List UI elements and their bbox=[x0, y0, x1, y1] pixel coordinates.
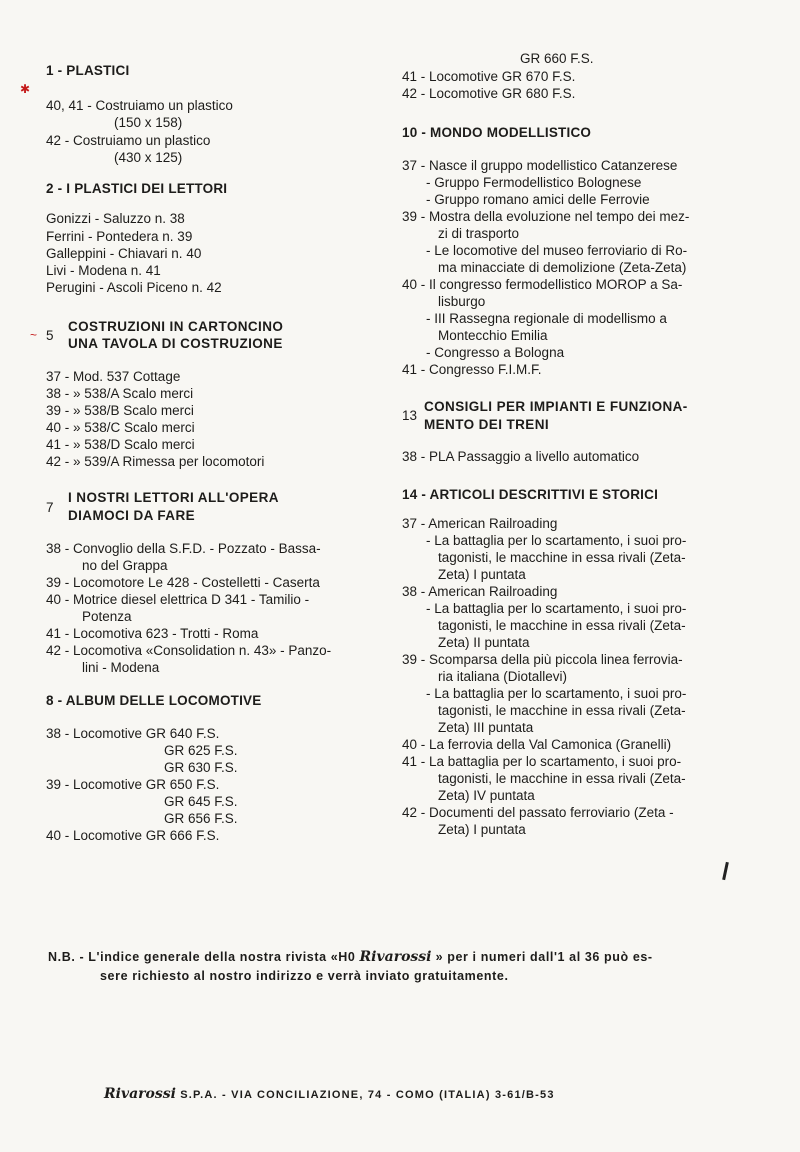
index-entry: GR 660 F.S. bbox=[520, 51, 594, 66]
index-entry: tagonisti, le macchine in essa rivali (Zeta- bbox=[438, 618, 686, 633]
section-heading: I NOSTRI LETTORI ALL'OPERA bbox=[68, 490, 279, 505]
index-entry: GR 645 F.S. bbox=[164, 794, 238, 809]
section-heading: DIAMOCI DA FARE bbox=[68, 508, 195, 523]
index-entry: tagonisti, le macchine in essa rivali (Zeta- bbox=[438, 771, 686, 786]
index-entry: (430 x 125) bbox=[114, 150, 183, 165]
footnote-brand-logo: Rivarossi bbox=[359, 949, 432, 965]
index-entry: 41 - » 538/D Scalo merci bbox=[46, 437, 195, 452]
section-number: 7 bbox=[46, 500, 54, 515]
index-entry: Zeta) IV puntata bbox=[438, 788, 535, 803]
index-entry: Montecchio Emilia bbox=[438, 328, 548, 343]
section-heading: 1 - PLASTICI bbox=[46, 63, 130, 78]
index-entry: GR 656 F.S. bbox=[164, 811, 238, 826]
index-entry: 41 - La battaglia per lo scartamento, i suoi pro- bbox=[402, 754, 682, 769]
index-entry: - Gruppo Fermodellistico Bolognese bbox=[426, 175, 642, 190]
footnote bbox=[48, 948, 758, 986]
index-entry: - Congresso a Bologna bbox=[426, 345, 565, 360]
section-heading: 2 - I PLASTICI DEI LETTORI bbox=[46, 181, 228, 196]
index-entry: - La battaglia per lo scartamento, i suoi pro- bbox=[426, 601, 687, 616]
section-heading: COSTRUZIONI IN CARTONCINO bbox=[68, 319, 284, 334]
index-entry: 41 - Locomotive GR 670 F.S. bbox=[402, 69, 576, 84]
index-entry: zi di trasporto bbox=[438, 226, 520, 241]
index-entry: Gonizzi - Saluzzo n. 38 bbox=[46, 211, 185, 226]
index-entry: tagonisti, le macchine in essa rivali (Zeta- bbox=[438, 703, 686, 718]
index-entry: 38 - American Railroading bbox=[402, 584, 558, 599]
red-mark: ✱ bbox=[20, 82, 31, 96]
footnote-suffix: » per i numeri dall'1 al 36 può es- bbox=[435, 950, 653, 964]
index-entry: 37 - American Railroading bbox=[402, 516, 558, 531]
section-number: 5 bbox=[46, 328, 54, 343]
footer bbox=[104, 1086, 555, 1102]
pen-stroke bbox=[722, 862, 729, 880]
index-entry: Zeta) I puntata bbox=[438, 822, 526, 837]
index-entry: - La battaglia per lo scartamento, i suoi pro- bbox=[426, 686, 687, 701]
index-entry: 38 - Locomotive GR 640 F.S. bbox=[46, 726, 220, 741]
index-entry: tagonisti, le macchine in essa rivali (Zeta- bbox=[438, 550, 686, 565]
footnote-prefix: N.B. - L'indice generale della nostra rivista «H0 bbox=[48, 950, 356, 964]
index-entry: GR 630 F.S. bbox=[164, 760, 238, 775]
index-entry: Zeta) II puntata bbox=[438, 635, 530, 650]
index-entry: 39 - Scomparsa della più piccola linea ferrovia- bbox=[402, 652, 683, 667]
index-entry: lini - Modena bbox=[82, 660, 160, 675]
section-heading: CONSIGLI PER IMPIANTI E FUNZIONA- bbox=[424, 399, 688, 414]
section-heading: MENTO DEI TRENI bbox=[424, 417, 550, 432]
index-entry: - Le locomotive del museo ferroviario di Ro- bbox=[426, 243, 688, 258]
index-entry: 38 - Convoglio della S.F.D. - Pozzato - Bassa- bbox=[46, 541, 321, 556]
index-entry: - III Rassegna regionale di modellismo a bbox=[426, 311, 667, 326]
index-entry: 38 - » 538/A Scalo merci bbox=[46, 386, 194, 401]
index-entry: 42 - Costruiamo un plastico bbox=[46, 133, 211, 148]
index-entry: Perugini - Ascoli Piceno n. 42 bbox=[46, 280, 222, 295]
index-entry: lisburgo bbox=[438, 294, 486, 309]
index-entry: 38 - PLA Passaggio a livello automatico bbox=[402, 449, 640, 464]
index-entry: 41 - Locomotiva 623 - Trotti - Roma bbox=[46, 626, 259, 641]
index-entry: 39 - Locomotive GR 650 F.S. bbox=[46, 777, 220, 792]
index-entry: Ferrini - Pontedera n. 39 bbox=[46, 229, 193, 244]
footnote-line2: sere richiesto al nostro indirizzo e verrà inviato gratuitamente. bbox=[100, 969, 509, 983]
index-entry: 37 - Nasce il gruppo modellistico Catanzerese bbox=[402, 158, 678, 173]
index-entry: no del Grappa bbox=[82, 558, 168, 573]
index-entry: 40 - Il congresso fermodellistico MOROP a Sa- bbox=[402, 277, 683, 292]
index-entry: 39 - » 538/B Scalo merci bbox=[46, 403, 194, 418]
index-entry: 39 - Locomotore Le 428 - Costelletti - Caserta bbox=[46, 575, 320, 590]
section-number: 13 bbox=[402, 408, 418, 423]
index-entry: ma minacciate di demolizione (Zeta-Zeta) bbox=[438, 260, 687, 275]
index-entry: ria italiana (Diotallevi) bbox=[438, 669, 568, 684]
red-mark: ~ bbox=[30, 328, 38, 342]
index-entry: Zeta) III puntata bbox=[438, 720, 534, 735]
section-heading: 8 - ALBUM DELLE LOCOMOTIVE bbox=[46, 693, 262, 708]
index-entry: 40 - Locomotive GR 666 F.S. bbox=[46, 828, 220, 843]
index-entry: 40 - Motrice diesel elettrica D 341 - Tamilio - bbox=[46, 592, 310, 607]
section-heading: UNA TAVOLA DI COSTRUZIONE bbox=[68, 336, 283, 351]
footer-brand-logo: Rivarossi bbox=[104, 1086, 176, 1102]
footer-address: S.P.A. - VIA CONCILIAZIONE, 74 - COMO (ITALIA) 3-61/B-53 bbox=[180, 1089, 555, 1101]
index-entry: 40 - » 538/C Scalo merci bbox=[46, 420, 195, 435]
index-entry: (150 x 158) bbox=[114, 115, 183, 130]
index-entry: Potenza bbox=[82, 609, 132, 624]
index-entry: 40, 41 - Costruiamo un plastico bbox=[46, 98, 233, 113]
index-entry: 41 - Congresso F.I.M.F. bbox=[402, 362, 542, 377]
index-entry: - Gruppo romano amici delle Ferrovie bbox=[426, 192, 650, 207]
index-entry: Zeta) I puntata bbox=[438, 567, 526, 582]
section-heading: 10 - MONDO MODELLISTICO bbox=[402, 125, 592, 140]
index-entry: Galleppini - Chiavari n. 40 bbox=[46, 246, 202, 261]
index-entry: 39 - Mostra della evoluzione nel tempo dei mez- bbox=[402, 209, 690, 224]
index-entry: Livi - Modena n. 41 bbox=[46, 263, 161, 278]
index-entry: GR 625 F.S. bbox=[164, 743, 238, 758]
section-heading: 14 - ARTICOLI DESCRITTIVI E STORICI bbox=[402, 487, 659, 502]
index-entry: 42 - Locomotiva «Consolidation n. 43» - Panzo- bbox=[46, 643, 332, 658]
index-entry: 42 - Locomotive GR 680 F.S. bbox=[402, 86, 576, 101]
index-entry: 42 - Documenti del passato ferroviario (Zeta - bbox=[402, 805, 674, 820]
index-entry: - La battaglia per lo scartamento, i suoi pro- bbox=[426, 533, 687, 548]
index-entry: 42 - » 539/A Rimessa per locomotori bbox=[46, 454, 265, 469]
index-entry: 37 - Mod. 537 Cottage bbox=[46, 369, 181, 384]
index-entry: 40 - La ferrovia della Val Camonica (Granelli) bbox=[402, 737, 672, 752]
